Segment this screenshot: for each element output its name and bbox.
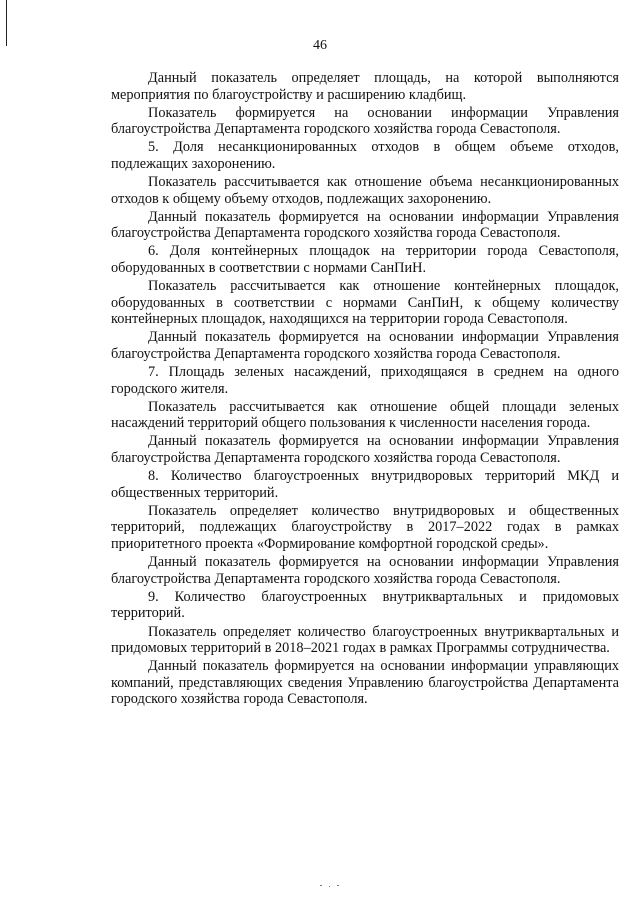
paragraph: Данный показатель формируется на основании информации управляющих компаний, представляющих сведения Управлению благоустройства Департамента городского хозяйства города Севастополя. — [111, 658, 619, 708]
paragraph: Показатель рассчитывается как отношение общей площади зеленых насаждений территорий общего пользования к численности населения города. — [111, 398, 619, 432]
paragraph: Показатель формируется на основании информации Управления благоустройства Департамента городского хозяйства города Севастополя. — [111, 104, 619, 138]
scan-speck — [320, 885, 322, 886]
paragraph: 5. Доля несанкционированных отходов в общем объеме отходов, подлежащих захоронению. — [111, 139, 619, 172]
paragraph: Показатель определяет количество благоустроенных внутриквартальных и придомовых территорий в 2018–2021 годах в рамках Программы сотрудничества. — [111, 623, 619, 657]
paragraph: Данный показатель формируется на основании информации Управления благоустройства Департамента городского хозяйства города Севастополя. — [111, 433, 619, 467]
paragraph: Данный показатель формируется на основании информации Управления благоустройства Департамента городского хозяйства города Севастополя. — [111, 208, 619, 242]
paragraph: 9. Количество благоустроенных внутриквартальных и придомовых территорий. — [111, 588, 619, 622]
paragraph: Данный показатель формируется на основании информации Управления благоустройства Департамента городского хозяйства города Севастополя. — [111, 554, 619, 587]
scan-speck — [337, 885, 339, 886]
paragraph: Показатель рассчитывается как отношение контейнерных площадок, оборудованных в соответствии с нормами СанПиН, к общему количеству контейнерных площадок, находящихся на территории города Севастополя. — [111, 278, 619, 328]
page-number: 46 — [313, 38, 327, 53]
paragraph: Показатель определяет количество внутридворовых и общественных территорий, подлежащих благоустройству в 2017–2022 годах в рамках приоритетного проекта «Формирование комфортной городской среды». — [111, 502, 619, 553]
paragraph: 8. Количество благоустроенных внутридворовых территорий МКД и общественных территорий. — [111, 468, 619, 501]
paragraph: 7. Площадь зеленых насаждений, приходящаяся в среднем на одного городского жителя. — [111, 364, 619, 397]
paragraph: Данный показатель определяет площадь, на которой выполняются мероприятия по благоустройству и расширению кладбищ. — [111, 70, 619, 103]
paragraph: Показатель рассчитывается как отношение объема несанкционированных отходов к общему объему отходов, подлежащих захоронению. — [111, 174, 619, 207]
paragraph: Данный показатель формируется на основании информации Управления благоустройства Департамента городского хозяйства города Севастополя. — [111, 329, 619, 362]
scan-speck — [329, 886, 330, 887]
document-body — [111, 70, 619, 709]
paragraph: 6. Доля контейнерных площадок на территории города Севастополя, оборудованных в соответствии с нормами СанПиН. — [111, 243, 619, 277]
